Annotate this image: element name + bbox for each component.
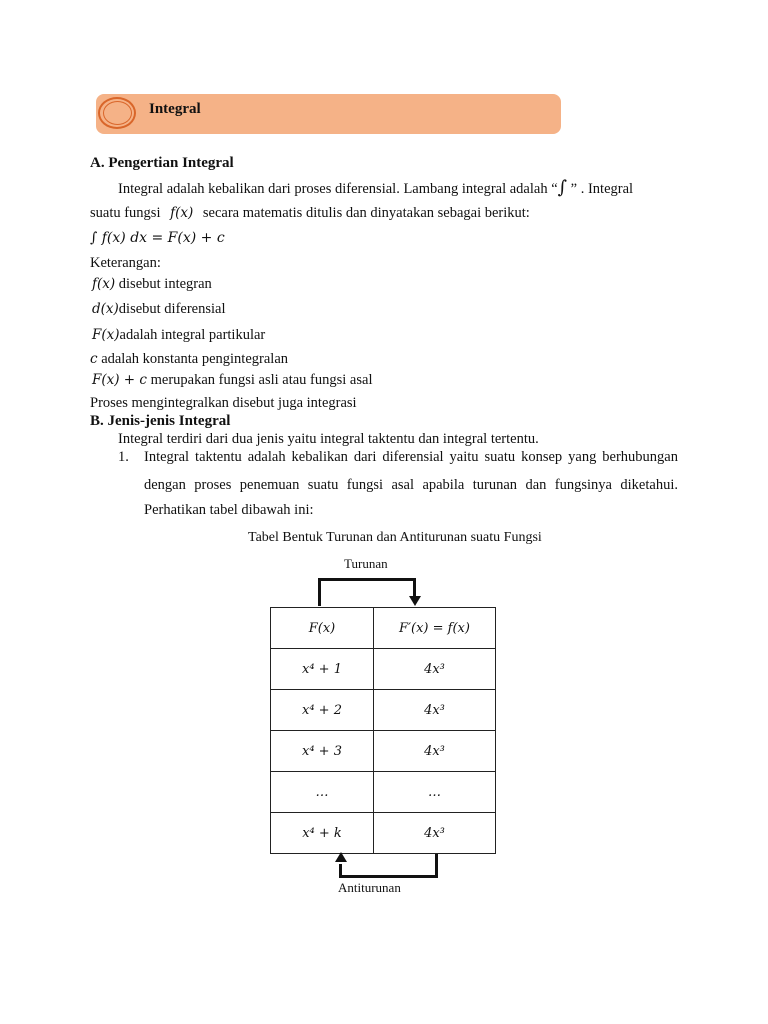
math-fx: f(x)	[170, 205, 194, 221]
antiturunan-arrow-right	[435, 854, 438, 878]
inner-circle-icon	[103, 101, 132, 125]
item1-line2: dengan proses penemuan suatu fungsi asal apabila turunan dan fungsinya diketahui.	[144, 477, 678, 493]
table-row	[271, 690, 496, 731]
section-b-intro: Integral terdiri dari dua jenis yaitu integral taktentu dan integral tertentu.	[118, 431, 539, 447]
table-header-cell: F′(x) = f(x)	[374, 608, 496, 649]
section-b-heading: B. Jenis-jenis Integral	[90, 413, 231, 429]
table-row	[271, 731, 496, 772]
math: F(x)	[92, 327, 120, 343]
item1-line3: Perhatikan tabel dibawah ini:	[144, 502, 314, 518]
table-row	[271, 813, 496, 854]
paragraph-line	[118, 177, 678, 198]
list-item	[90, 351, 288, 368]
text: suatu fungsi	[90, 205, 161, 221]
arrow-up-icon	[335, 852, 347, 862]
turunan-arrow-left	[318, 578, 321, 606]
table-row	[271, 772, 496, 813]
text: adalah konstanta pengintegralan	[97, 351, 289, 367]
table-header-row	[271, 608, 496, 649]
math: d(x)	[92, 301, 119, 317]
turunan-label: Turunan	[344, 556, 388, 571]
table-cell: x⁴ + k	[271, 813, 374, 854]
turunan-arrow-right	[413, 578, 416, 598]
table-cell: x⁴ + 2	[271, 690, 374, 731]
table-cell: 4x³	[374, 690, 496, 731]
text: Integral adalah kebalikan dari proses diferensial. Lambang integral adalah “	[118, 181, 558, 197]
list-number: 1.	[118, 449, 129, 465]
text: secara matematis ditulis dan dinyatakan sebagai berikut:	[202, 205, 530, 221]
table-cell: x⁴ + 3	[271, 731, 374, 772]
section-a-heading: A. Pengertian Integral	[90, 155, 234, 171]
table-cell: 4x³	[374, 813, 496, 854]
text: adalah integral partikular	[119, 327, 266, 343]
paragraph-line	[90, 205, 530, 222]
antiturunan-label: Antiturunan	[338, 880, 401, 895]
list-item	[92, 276, 212, 293]
arrow-down-icon	[409, 596, 421, 606]
page-title: Integral	[149, 101, 201, 117]
math: f(x)	[92, 276, 116, 292]
text: disebut diferensial	[118, 301, 226, 317]
list-item	[92, 301, 226, 318]
proses-line: Proses mengintegralkan disebut juga integrasi	[90, 395, 357, 411]
integral-symbol: ∫	[557, 177, 568, 198]
text: merupakan fungsi asli atau fungsi asal	[146, 372, 373, 388]
table-cell: …	[374, 772, 496, 813]
table-cell: 4x³	[374, 731, 496, 772]
antiturunan-arrow-bottom	[339, 875, 438, 878]
turunan-arrow-top	[318, 578, 416, 581]
text: disebut integran	[115, 276, 212, 292]
table-cell: x⁴ + 1	[271, 649, 374, 690]
math: c	[90, 351, 98, 367]
table-cell: 4x³	[374, 649, 496, 690]
list-item	[92, 327, 265, 344]
item1-line1: Integral taktentu adalah kebalikan dari diferensial yaitu suatu konsep yang berhubungan	[144, 449, 678, 465]
table-header-cell: F(x)	[271, 608, 374, 649]
keterangan-label: Keterangan:	[90, 255, 161, 271]
turunan-table	[270, 607, 496, 854]
table-caption: Tabel Bentuk Turunan dan Antiturunan suatu Fungsi	[248, 530, 542, 545]
text: ” . Integral	[567, 181, 634, 197]
integral-formula: ∫ f(x) dx = F(x) + c	[90, 230, 225, 246]
table-row	[271, 649, 496, 690]
list-item	[92, 372, 372, 389]
math: F(x) + c	[92, 372, 147, 388]
table-cell: …	[271, 772, 374, 813]
